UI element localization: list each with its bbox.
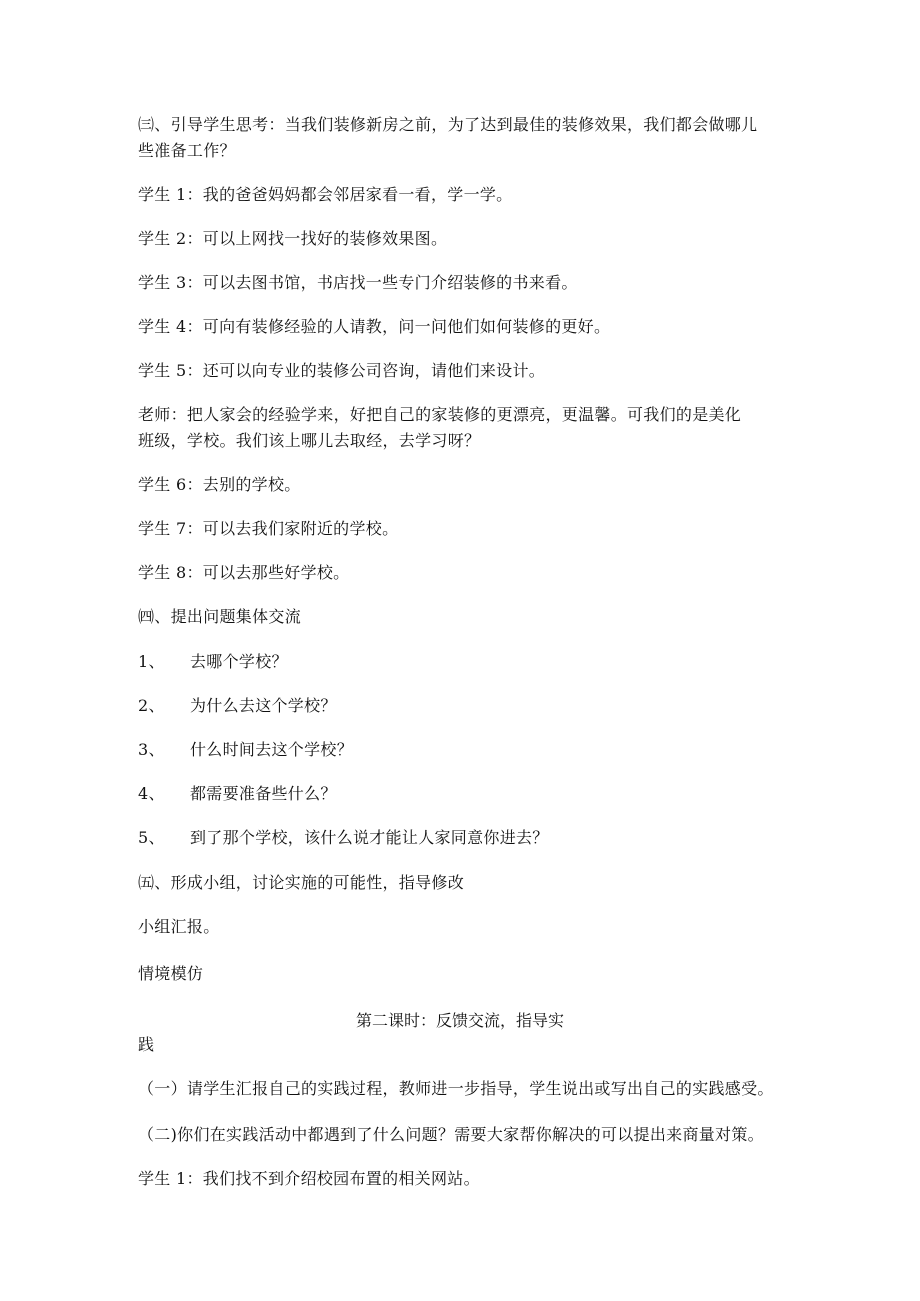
student-answer-8: 学生 8：可以去那些好学校。 [138, 563, 350, 582]
student-answer-6: 学生 6：去别的学校。 [138, 475, 301, 494]
question-number: 5、 [138, 828, 165, 847]
student-answer-5: 学生 5：还可以向专业的装修公司咨询，请他们来设计。 [138, 361, 546, 380]
teacher-line-2: 班级，学校。我们该上哪儿去取经，去学习呀？ [138, 431, 481, 450]
section-3-heading-line-1: ㈢、引导学生思考：当我们装修新房之前，为了达到最佳的装修效果，我们都会做哪儿 [138, 115, 758, 134]
question-5 [138, 827, 549, 849]
student-answer-2: 学生 2：可以上网找一找好的装修效果图。 [138, 229, 448, 248]
section-5-heading: ㈤、形成小组，讨论实施的可能性，指导修改 [138, 873, 465, 892]
teacher-line-1: 老师：把人家会的经验学来，好把自己的家装修的更漂亮，更温馨。可我们的是美化 [138, 405, 742, 424]
question-4 [138, 783, 337, 805]
group-report: 小组汇报。 [138, 917, 220, 936]
lesson-2-title-continuation: 践 [138, 1035, 155, 1054]
question-1 [138, 651, 288, 673]
lesson-2-item-2: （二)你们在实践活动中都遇到了什么问题？需要大家帮你解决的可以提出来商量对策。 [138, 1125, 764, 1144]
question-number: 3、 [138, 740, 165, 759]
question-text: 什么时间去这个学校？ [190, 740, 354, 759]
student-answer-3: 学生 3：可以去图书馆，书店找一些专门介绍装修的书来看。 [138, 273, 578, 292]
student-answer-last: 学生 1：我们找不到介绍校园布置的相关网站。 [138, 1169, 480, 1188]
situation-imitation: 情境模仿 [138, 964, 204, 983]
question-text: 去哪个学校？ [190, 652, 288, 671]
question-text: 到了那个学校，该什么说才能让人家同意你进去？ [190, 828, 549, 847]
question-text: 为什么去这个学校？ [190, 696, 337, 715]
question-2 [138, 695, 337, 717]
question-3 [138, 739, 353, 761]
question-number: 1、 [138, 652, 165, 671]
section-4-heading: ㈣、提出问题集体交流 [138, 607, 302, 626]
student-answer-1: 学生 1：我的爸爸妈妈都会邻居家看一看，学一学。 [138, 185, 513, 204]
question-number: 2、 [138, 696, 165, 715]
question-text: 都需要准备些什么？ [190, 784, 337, 803]
student-answer-4: 学生 4：可向有装修经验的人请教，问一问他们如何装修的更好。 [138, 317, 611, 336]
lesson-2-item-1: （一）请学生汇报自己的实践过程，教师进一步指导，学生说出或写出自己的实践感受。 [138, 1079, 774, 1098]
question-number: 4、 [138, 784, 165, 803]
section-3-heading-line-2: 些准备工作？ [138, 141, 236, 160]
lesson-2-title: 第二课时：反馈交流，指导实 [355, 1011, 564, 1030]
student-answer-7: 学生 7：可以去我们家附近的学校。 [138, 519, 399, 538]
